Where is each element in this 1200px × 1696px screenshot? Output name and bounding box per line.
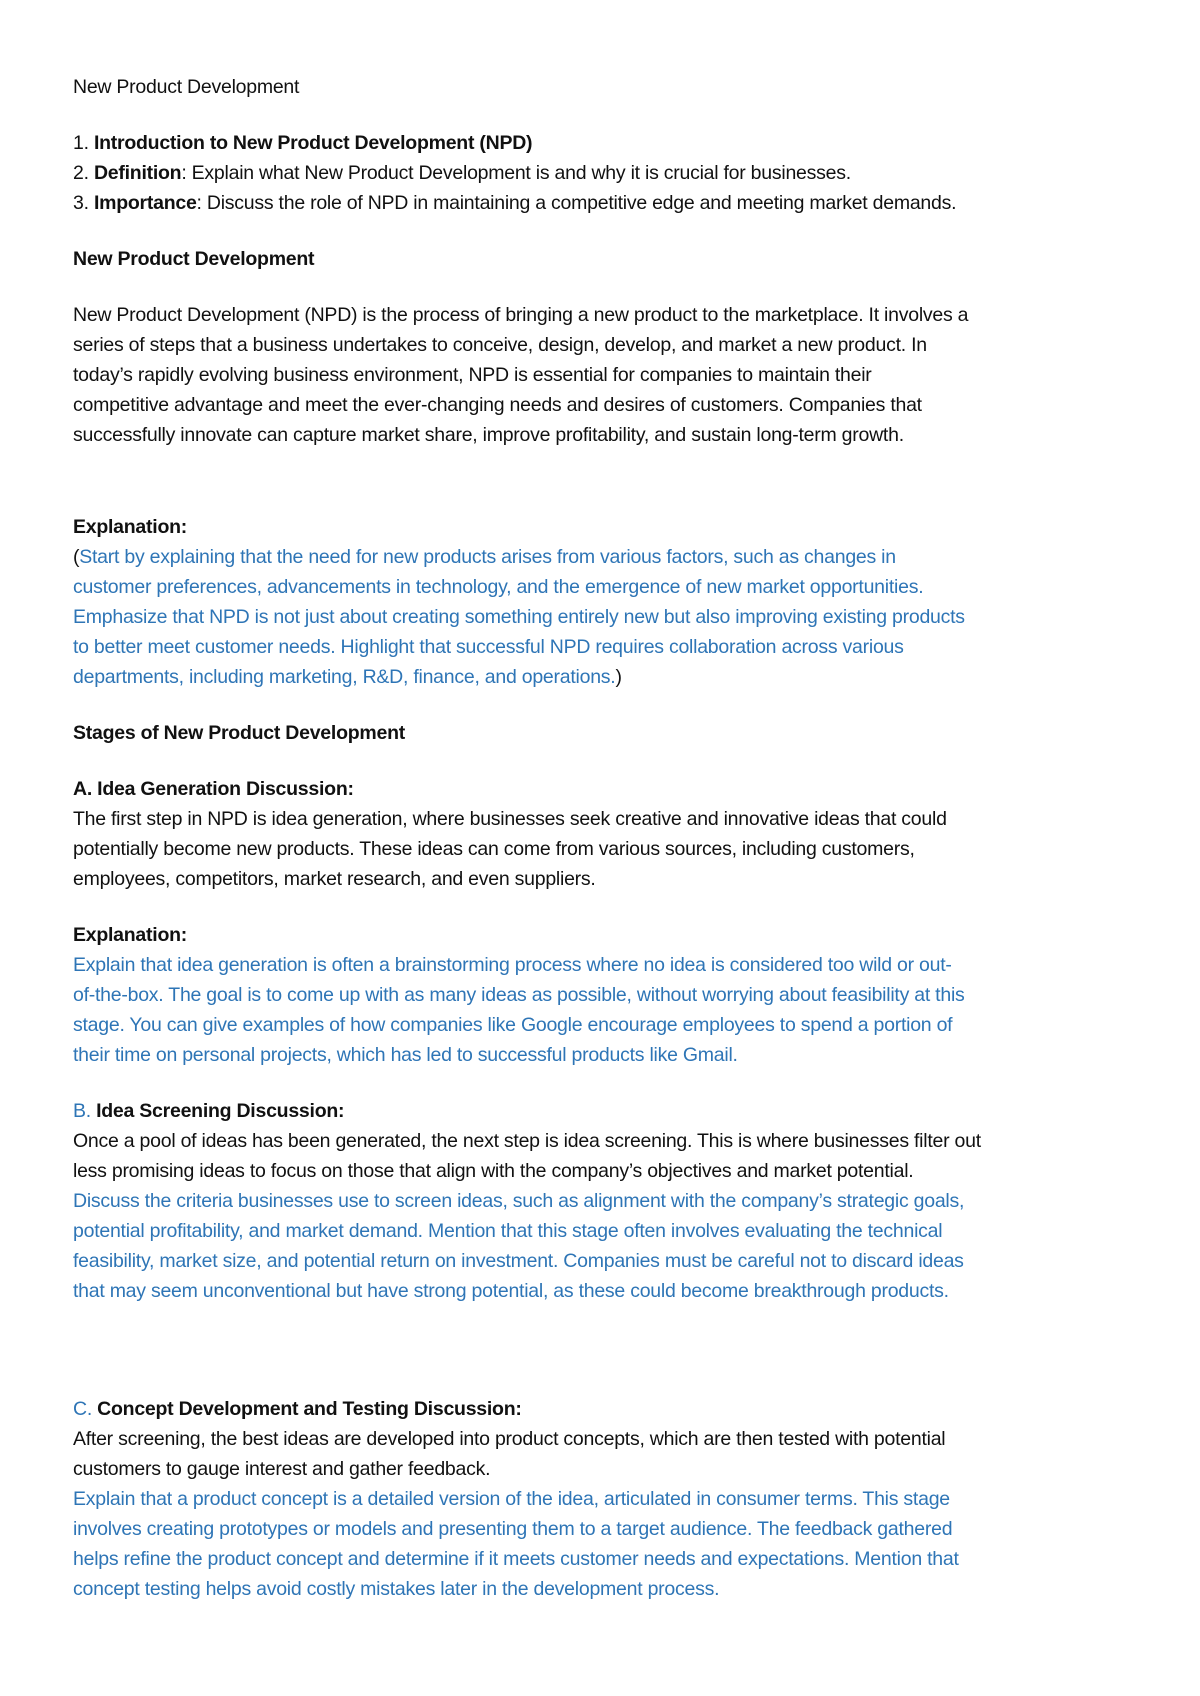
outline-number: 2. xyxy=(73,162,94,184)
stage-a-line: employees, competitors, market research, and even suppliers. xyxy=(73,868,596,890)
section-heading: New Product Development xyxy=(73,248,315,270)
outline-number: 3. xyxy=(73,192,94,214)
stage-a-explanation-line: stage. You can give examples of how companies like Google encourage employees to spend a portion of xyxy=(73,1014,953,1036)
open-paren: ( xyxy=(73,546,80,568)
stage-a-line: The first step in NPD is idea generation, where businesses seek creative and innovative ideas that could xyxy=(73,808,947,830)
stage-b-letter: B. xyxy=(73,1100,97,1122)
stage-b-line: Once a pool of ideas has been generated, the next step is idea screening. This is where businesses filter out xyxy=(73,1130,981,1152)
intro-line: successfully innovate can capture market share, improve profitability, and sustain long-term growth. xyxy=(73,424,904,446)
explanation-paragraph xyxy=(73,542,1140,692)
outline-text: : Discuss the role of NPD in maintaining a competitive edge and meeting market demands. xyxy=(196,192,957,214)
stages-heading: Stages of New Product Development xyxy=(73,722,405,744)
stage-a-heading: A. Idea Generation Discussion: xyxy=(73,778,354,800)
explanation-line xyxy=(73,542,1140,572)
outline-number: 1. xyxy=(73,132,94,154)
stage-c-title: Concept Development and Testing Discussion: xyxy=(97,1398,522,1420)
stage-c-note-line: helps refine the product concept and determine if it meets customer needs and expectations. Mention that xyxy=(73,1548,959,1570)
outline-label: Definition xyxy=(93,162,182,184)
intro-line: New Product Development (NPD) is the process of bringing a new product to the marketplace. It involves a xyxy=(73,304,969,326)
stage-c-heading xyxy=(73,1394,1140,1424)
stage-a-explanation-line: Explain that idea generation is often a brainstorming process where no idea is considered too wild or out- xyxy=(73,954,952,976)
explanation-line xyxy=(73,662,1140,692)
explanation-line: customer preferences, advancements in technology, and the emergence of new market opportunities. xyxy=(73,576,924,598)
outline-list xyxy=(73,128,1140,218)
intro-paragraph xyxy=(73,300,1140,450)
stage-b-heading xyxy=(73,1096,1140,1126)
stage-c-note-line: involves creating prototypes or models and presenting them to a target audience. The feedback gathered xyxy=(73,1518,953,1540)
explanation-heading: Explanation: xyxy=(73,516,188,538)
stage-c-line: customers to gauge interest and gather feedback. xyxy=(73,1458,491,1480)
explanation-text: Start by explaining that the need for new products arises from various factors, such as changes in xyxy=(79,546,896,568)
outline-label: Introduction to New Product Development (NPD) xyxy=(93,132,533,154)
stage-b-note-line: that may seem unconventional but have strong potential, as these could become breakthrough products. xyxy=(73,1280,949,1302)
intro-line: today’s rapidly evolving business environment, NPD is essential for companies to maintain their xyxy=(73,364,872,386)
stage-b-note-line: potential profitability, and market demand. Mention that this stage often involves evaluating the technical xyxy=(73,1220,943,1242)
intro-line: competitive advantage and meet the ever-changing needs and desires of customers. Companies that xyxy=(73,394,922,416)
intro-line: series of steps that a business undertakes to conceive, design, develop, and market a new product. In xyxy=(73,334,927,356)
close-paren: ) xyxy=(615,666,622,688)
outline-item-2 xyxy=(73,158,1140,188)
stage-a-explanation-line: their time on personal projects, which has led to successful products like Gmail. xyxy=(73,1044,738,1066)
stage-a-explanation-line: of-the-box. The goal is to come up with as many ideas as possible, without worrying about feasibility at this xyxy=(73,984,965,1006)
stage-c-line: After screening, the best ideas are developed into product concepts, which are then tested with potential xyxy=(73,1428,946,1450)
stage-c-note-line: Explain that a product concept is a detailed version of the idea, articulated in consumer terms. This stage xyxy=(73,1488,950,1510)
explanation-text: departments, including marketing, R&D, finance, and operations. xyxy=(73,666,616,688)
document-title: New Product Development xyxy=(73,76,300,98)
stage-a-section xyxy=(73,774,1140,1070)
stage-b-note-line: Discuss the criteria businesses use to screen ideas, such as alignment with the company’s strategic goals, xyxy=(73,1190,965,1212)
stage-c-section xyxy=(73,1394,1140,1604)
stage-a-line: potentially become new products. These ideas can come from various sources, including customers, xyxy=(73,838,915,860)
outline-item-1 xyxy=(73,128,1140,158)
stage-b-line: less promising ideas to focus on those that align with the company’s objectives and market potential. xyxy=(73,1160,914,1182)
stage-c-note-line: concept testing helps avoid costly mistakes later in the development process. xyxy=(73,1578,720,1600)
stage-a-explanation-heading: Explanation: xyxy=(73,924,188,946)
explanation-line: Emphasize that NPD is not just about creating something entirely new but also improving existing products xyxy=(73,606,965,628)
stage-b-section xyxy=(73,1096,1140,1306)
outline-item-3 xyxy=(73,188,1140,218)
outline-text: : Explain what New Product Development is and why it is crucial for businesses. xyxy=(181,162,851,184)
outline-label: Importance xyxy=(93,192,197,214)
stage-c-letter: C. xyxy=(73,1398,98,1420)
stage-b-title: Idea Screening Discussion: xyxy=(96,1100,345,1122)
stage-b-note-line: feasibility, market size, and potential return on investment. Companies must be careful not to discard ideas xyxy=(73,1250,964,1272)
explanation-line: to better meet customer needs. Highlight that successful NPD requires collaboration across various xyxy=(73,636,904,658)
